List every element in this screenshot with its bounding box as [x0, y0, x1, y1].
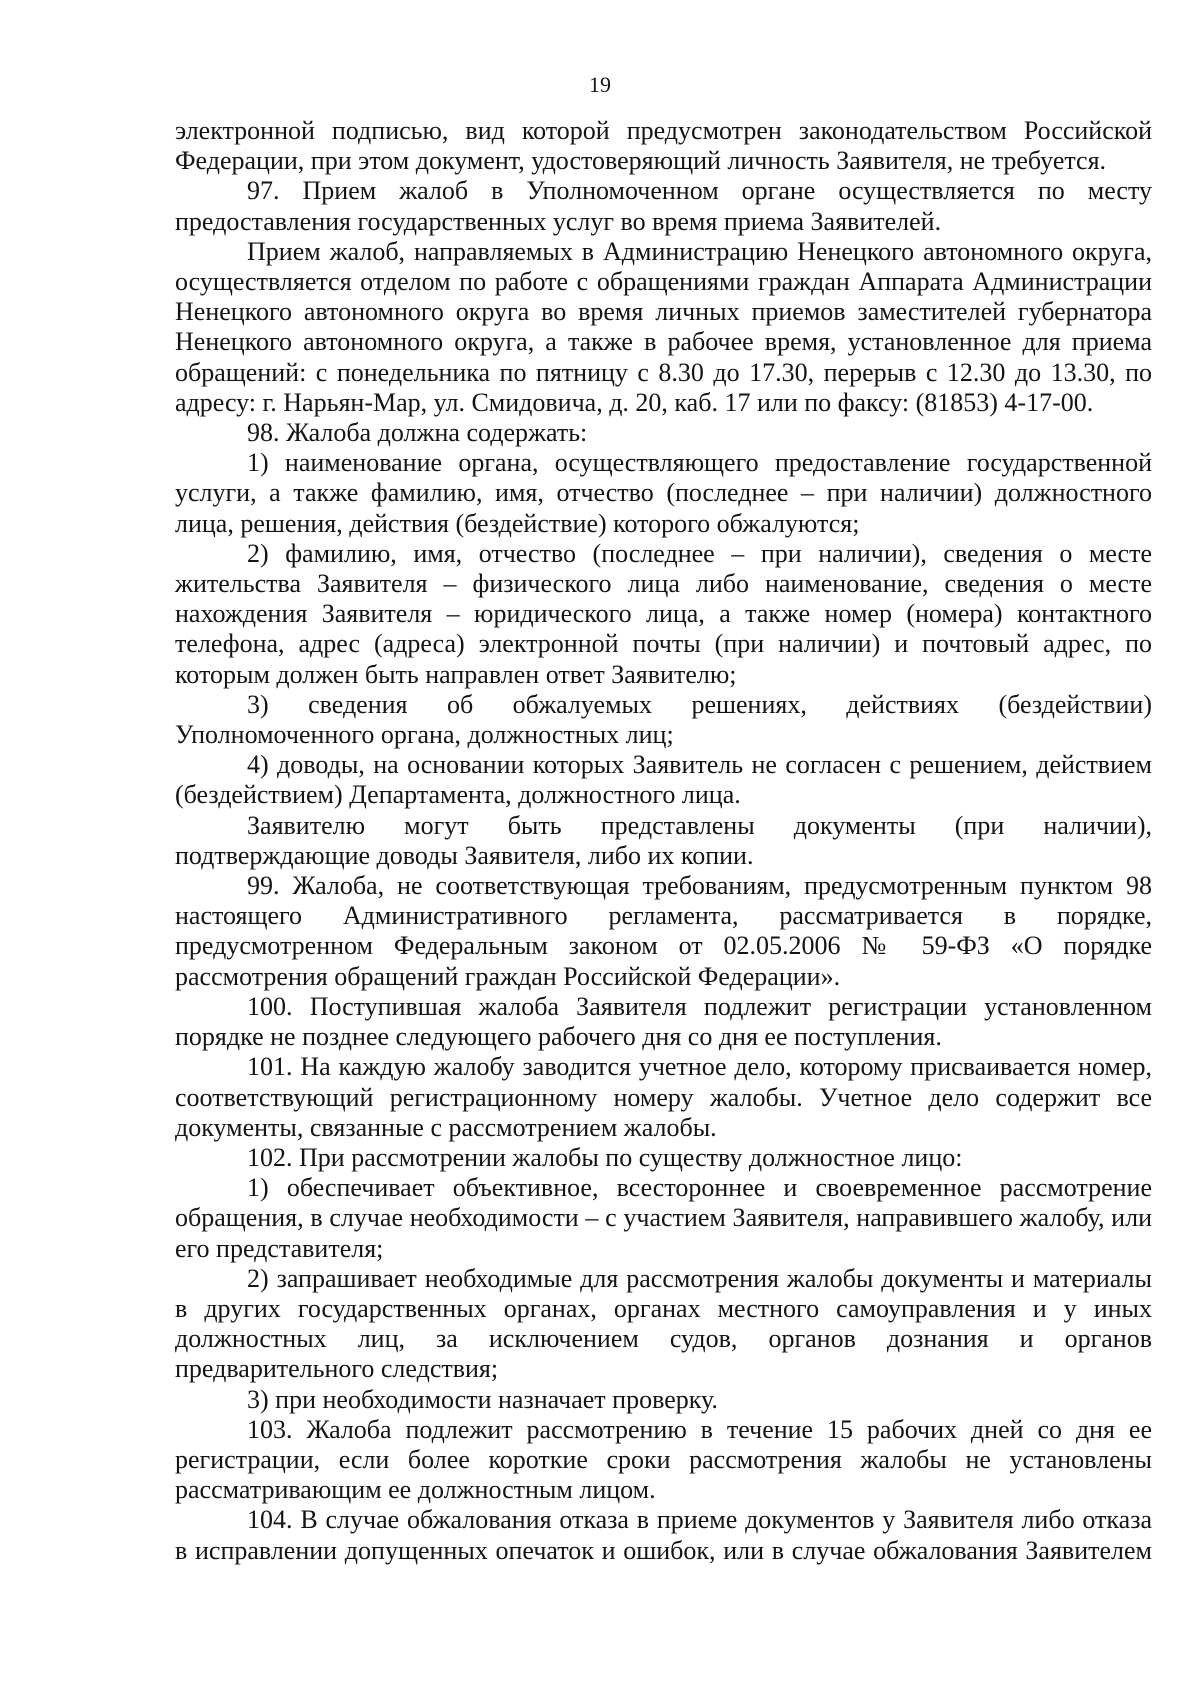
- paragraph-98-item-2: 2) фамилию, имя, отчество (последнее – при наличии), сведения о месте жительства Заявителя – физического лица либо наименование, сведения о месте нахождения Заявителя – юридического лица, а также номер (номера) контактного телефона, адрес (адреса) электронной почты (при наличии) и почтовый адрес, по которым должен быть направлен ответ Заявителю;: [175, 538, 1152, 689]
- paragraph-102-item-2: 2) запрашивает необходимые для рассмотрения жалобы документы и материалы в других государственных органах, органах местного самоуправления и у иных должностных лиц, за исключением судов, органов дознания и органов предварительного следствия;: [175, 1263, 1152, 1384]
- paragraph-102: 102. При рассмотрении жалобы по существу должностное лицо:: [247, 1142, 963, 1172]
- paragraph-97: 97. Прием жалоб в Уполномоченном органе осуществляется по месту предоставления государственных услуг во время приема Заявителей.: [175, 176, 1152, 236]
- document-body: [175, 116, 1152, 1566]
- paragraph-98-item-3: 3) сведения об обжалуемых решениях, действиях (бездействии) Уполномоченного органа, должностных лиц;: [175, 689, 1152, 750]
- paragraph-continuation: электронной подписью, вид которой предусмотрен законодательством Российской Федерации, при этом документ, удостоверяющий личность Заявителя, не требуется.: [175, 116, 1152, 176]
- page-number: 19: [589, 72, 611, 97]
- paragraph-100: 100. Поступившая жалоба Заявителя подлежит регистрации установленном порядке не позднее следующего рабочего дня со дня ее поступления.: [175, 991, 1152, 1052]
- paragraph-101: 101. На каждую жалобу заводится учетное дело, которому присваивается номер, соответствующий регистрационному номеру жалобы. Учетное дело содержит все документы, связанные с рассмотрением жалобы.: [175, 1052, 1152, 1142]
- paragraph-99: 99. Жалоба, не соответствующая требованиям, предусмотренным пунктом 98 настоящего Административного регламента, рассматривается в порядке, предусмотренном Федеральным законом от 02.05.2006 № 59-ФЗ «О порядке рассмотрения обращений граждан Российской Федерации».: [175, 871, 1152, 991]
- paragraph-102-item-1: 1) обеспечивает объективное, всестороннее и своевременное рассмотрение обращения, в случае необходимости – с участием Заявителя, направившего жалобу, или его представителя;: [175, 1173, 1152, 1263]
- paragraph-102-item-3: 3) при необходимости назначает проверку.: [247, 1384, 718, 1414]
- paragraph-98: 98. Жалоба должна содержать:: [247, 418, 588, 448]
- paragraph-98-item-1: 1) наименование органа, осуществляющего предоставление государственной услуги, а также фамилию, имя, отчество (последнее – при наличии) должностного лица, решения, действия (бездействие) которого обжалуются;: [175, 448, 1152, 538]
- paragraph-supporting-documents: Заявителю могут быть представлены документы (при наличии), подтверждающие доводы Заявителя, либо их копии.: [175, 810, 1152, 870]
- paragraph-103: 103. Жалоба подлежит рассмотрению в течение 15 рабочих дней со дня ее регистрации, если более короткие сроки рассмотрения жалобы не установлены рассматривающим ее должностным лицом.: [175, 1414, 1152, 1505]
- paragraph-98-item-4: 4) доводы, на основании которых Заявитель не согласен с решением, действием (бездействием) Департамента, должностного лица.: [175, 750, 1152, 810]
- paragraph-complaint-reception: Прием жалоб, направляемых в Администрацию Ненецкого автономного округа, осуществляется отделом по работе с обращениями граждан Аппарата Администрации Ненецкого автономного округа во время личных приемов заместителей губернатора Ненецкого автономного округа, а также в рабочее время, установленное для приема обращений: с понедельника по пятницу с 8.30 до 17.30, перерыв с 12.30 до 13.30, по адресу: г. Нарьян-Мар, ул. Смидовича, д. 20, каб. 17 или по факсу: (81853) 4-17-00.: [175, 236, 1152, 417]
- paragraph-104: 104. В случае обжалования отказа в приеме документов у Заявителя либо отказа в исправлении допущенных опечаток и ошибок, или в случае обжалования Заявителем: [175, 1505, 1152, 1565]
